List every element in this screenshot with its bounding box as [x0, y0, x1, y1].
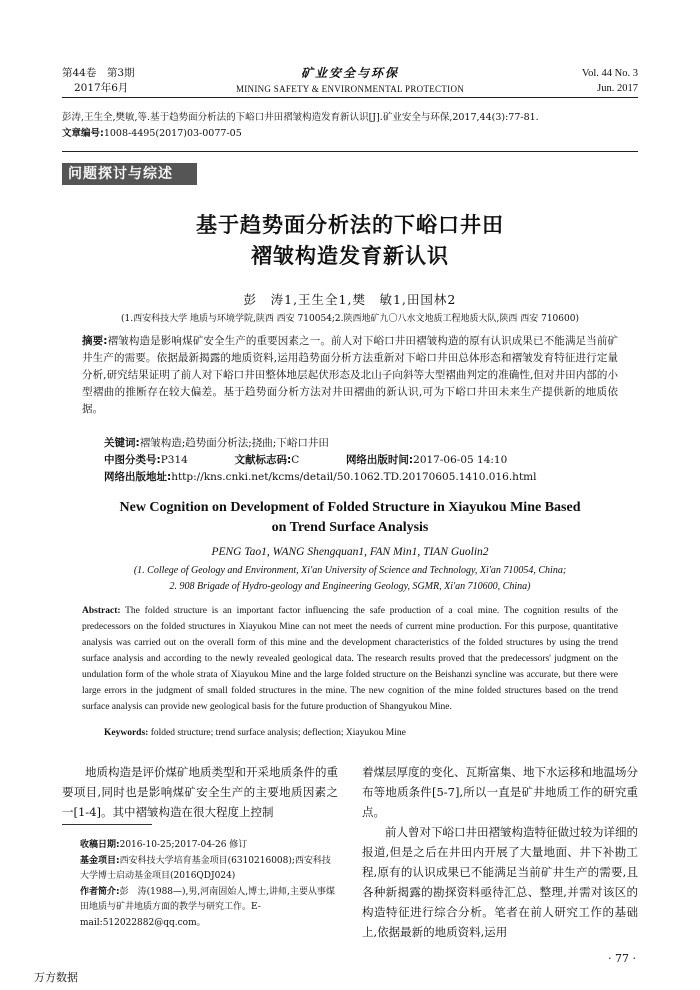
citation-text: 彭涛,王生全,樊敏,等.基于趋势面分析法的下峪口井田褶皱构造发育新认识[J].矿业安全与环保,2017,44(3):77-81.: [62, 112, 539, 123]
keywords-cn: 关键词:褶皱构造;趋势面分析法;挠曲;下峪口井田: [104, 437, 329, 449]
abstract-en-text: The folded structure is an important factor influencing the safe production of a coal mine. The cognition results of the predecessors on the folded structures in Xiayukou Mine can not meet the needs of current mine production. For this purpose, quantitative analysis was carried out on the overall form of this mine and the development characteristics of the folded structures by using the trend surface analysis and according to the newly revealed geological data. The research results proved that the predecessors' judgment on the undulation form of the whole strata of Xiayukou Mine and the large folded structure on the Beishanzi syncline was accurate, but there were large errors in the judgment of small folded structures in the mine. The new cognition of the mine folded structures based on the trend surface analysis can provide new geological basis for the future production of Shangyukou Mine.: [82, 606, 618, 712]
authors-cn: 彭 涛1,王生全1,樊 敏1,田国林2: [243, 292, 457, 307]
page-number: · 77 ·: [608, 952, 636, 965]
citation: [62, 110, 539, 142]
affiliation-en: (1. College of Geology and Environment, Xi'an University of Science and Technology, Xi'an 710054, China; 2. 908 Brigade of Hydro-geology and Engineering Geology, SGMR, Xi'an 710600, China): [133, 565, 567, 592]
article-number: 文章编号:1008-4495(2017)03-0077-05: [62, 128, 242, 139]
abstract-cn-label: 摘要:: [82, 335, 108, 347]
abstract-en: [82, 603, 618, 715]
title-cn: [0, 210, 700, 272]
footnotes: 收稿日期:2016-10-25;2017-04-26 修订 基金项目:西安科技大学培育基金项目(6310216008);西安科技大学博士启动基金项目(2016QDJ024) 作者简介:彭 涛(1988—),男,河南固始人,博士,讲师,主要从事煤田地质与矿井地质方面的教学与研究工作。E-mail:512022882@qq.com。: [80, 840, 335, 928]
section-badge: 问题探讨与综述: [62, 163, 197, 185]
header-rule: [62, 97, 638, 98]
header-date-en: Jun. 2017: [597, 83, 638, 94]
title-en-line-1: New Cognition on Development of Folded Structure in Xiayukou Mine Based: [119, 500, 581, 515]
abstract-cn: [82, 333, 618, 418]
body-left-paragraph: 地质构造是评价煤矿地质类型和开采地质条件的重要项目,同时也是影响煤矿安全生产的主要地质因素之一[1-4]。其中褶皱构造在很大程度上控制: [62, 765, 338, 819]
title-en: [0, 498, 700, 538]
classification-line: 中图分类号:P314 文献标志码:C 网络出版时间:2017-06-05 14:10: [104, 454, 508, 466]
header-volume-cn: 第44卷 第3期: [62, 67, 135, 79]
keywords-en: Keywords: folded structure; trend surface analysis; deflection; Xiayukou Mine: [104, 728, 406, 738]
author-bio: 彭 涛(1988—),男,河南固始人,博士,讲师,主要从事煤田地质与矿井地质方面的教学与研究工作。E-mail:512022882@qq.com。: [80, 886, 335, 928]
title-cn-line-1: 基于趋势面分析法的下峪口井田: [196, 213, 504, 237]
header-issue: [582, 66, 638, 96]
watermark-text: 万方数据: [34, 971, 78, 984]
header-date-cn: 2017年6月: [74, 82, 129, 94]
journal-name-cn: 矿业安全与环保: [300, 66, 399, 80]
abstract-cn-text: 褶皱构造是影响煤矿安全生产的重要因素之一。前人对下峪口井田褶皱构造的原有认识成果已不能满足当前矿井生产的需要。依据最新揭露的地质资料,运用趋势面分析方法重新对下峪口井田总体形态和褶皱发育特征进行定量分析,研究结果证明了前人对下峪口井田整体地层起伏形态及北山子向斜等大型褶曲判定的准确性,但对井田内部的小型褶曲的推断存在较大偏差。基于趋势面分析方法对井田褶曲的新认识,可为下峪口井田未来生产提供新的地质依据。: [82, 335, 619, 415]
body-right-paragraph-1: 着煤层厚度的变化、瓦斯富集、地下水运移和地温场分布等地质条件[5-7],所以一直是矿井地质工作的研究重点。: [362, 765, 638, 819]
online-url[interactable]: http://kns.cnki.net/kcms/detail/50.1062.TD.20170605.1410.016.html: [171, 471, 537, 483]
doc-code: C: [291, 454, 300, 466]
authors-en: PENG Tao1, WANG Shengquan1, FAN Min1, TIAN Guolin2: [211, 546, 489, 558]
fund-info: 西安科技大学培育基金项目(6310216008);西安科技大学博士启动基金项目(2016QDJ024): [80, 855, 331, 881]
clc-code: P314: [160, 454, 188, 466]
pub-time: 2017-06-05 14:10: [413, 454, 508, 466]
title-en-line-2: on Trend Surface Analysis: [271, 520, 429, 535]
body-right-column: [362, 762, 638, 942]
received-date: 2016-10-25;2017-04-26 修订: [119, 840, 248, 850]
online-url-line: 网络出版地址:http://kns.cnki.net/kcms/detail/50.1062.TD.20170605.1410.016.html: [104, 471, 537, 483]
body-right-paragraph-2: 前人曾对下峪口井田褶皱构造特征做过较为详细的报道,但是之后在井田内开展了大量地面、井下补勘工程,原有的认识成果已不能满足当前矿井生产的需要,且各种新揭露的勘探资料亟待汇总、整理,并需对该区的构造特征进行综合分析。笔者在前人研究工作的基础上,依据最新的地质资料,运用: [362, 825, 638, 939]
title-cn-line-2: 褶皱构造发育新认识: [251, 244, 449, 268]
journal-name-en: MINING SAFETY & ENVIRONMENTAL PROTECTION: [235, 84, 465, 94]
affiliation-cn: (1.西安科技大学 地质与环境学院,陕西 西安 710054;2.陕西地矿九〇八水文地质工程地质大队,陕西 西安 710600): [121, 314, 579, 324]
abstract-en-label: Abstract:: [82, 606, 121, 616]
citation-rule: [62, 151, 638, 152]
header-volume-en: Vol. 44 No. 3: [581, 68, 638, 79]
footnote-rule: [62, 824, 152, 825]
